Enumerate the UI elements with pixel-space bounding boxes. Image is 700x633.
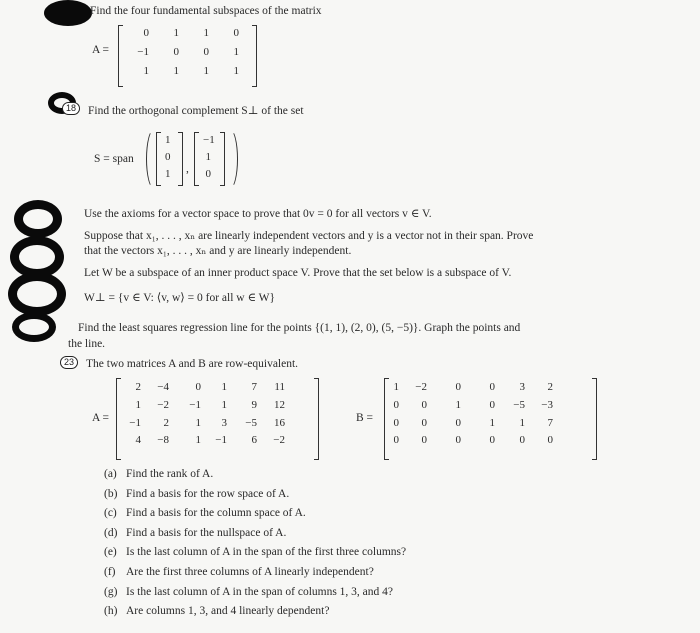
matrix-cell: 9 (251, 398, 257, 411)
matrix-cell: 0 (489, 381, 495, 393)
matrix-cell: 0 (489, 398, 495, 411)
problem-independence-line1: Suppose that x₁, . . . , xₙ are linearly independent vectors and y is a vector not in their span. Prove (84, 230, 534, 242)
matrix-23B-label: B = (356, 412, 374, 424)
problem-23-part (104, 604, 329, 618)
matrix-A-label: A = (92, 44, 110, 56)
matrix-cell: 4 (135, 434, 141, 447)
matrix-cell: −2 (157, 398, 169, 411)
matrix-cell: 0 (455, 434, 461, 447)
problem-23-part (104, 487, 289, 501)
problem-axioms-text: Use the axioms for a vector space to prove that 0v = 0 for all vectors v ∈ V. (84, 208, 432, 220)
problem-regression-line1: Find the least squares regression line for the points {(1, 1), (2, 0), (5, −5)}. Graph the points and (78, 322, 521, 334)
matrix-cell: 1 (203, 27, 209, 39)
matrix-cell: 1 (455, 398, 461, 411)
problem-23-part (104, 506, 306, 520)
matrix-cell: 0 (165, 150, 171, 163)
matrix-cell: −1 (189, 398, 201, 411)
matrix-cell: 1 (233, 45, 239, 58)
span-vector-2 (198, 134, 216, 181)
matrix-cell: −1 (203, 134, 215, 146)
problem-number-23: 23 (60, 356, 78, 369)
problem-23-part (104, 526, 286, 540)
matrix-cell: −2 (415, 381, 427, 393)
part-text: Find a basis for the column space of A. (126, 507, 306, 520)
matrix-cell: 0 (393, 434, 399, 447)
matrix-A-right-bracket (252, 25, 257, 87)
matrix-cell: 0 (143, 27, 149, 39)
problem-independence-line2: that the vectors x₁, . . . , xₙ and y are linearly independent. (84, 245, 352, 257)
matrix-cell: −3 (541, 398, 553, 411)
matrix-cell: 3 (221, 416, 227, 429)
matrix-cell: 7 (547, 416, 553, 429)
part-text: Find a basis for the nullspace of A. (126, 526, 287, 539)
ink-circle-3 (8, 272, 66, 316)
matrix-cell: 0 (421, 416, 427, 429)
span-label: S = span (94, 153, 134, 165)
part-text: Are the first three columns of A linearly independent? (126, 566, 374, 578)
span-vector-1 (160, 134, 174, 181)
matrix-cell: 0 (455, 416, 461, 429)
matrix-cell: 1 (173, 64, 179, 77)
matrix-cell: 1 (135, 398, 141, 411)
matrix-cell: −1 (129, 416, 141, 429)
matrix-23A-right-bracket (314, 378, 319, 460)
matrix-23A-label: A = (92, 412, 110, 424)
problem-23-text: The two matrices A and B are row-equivalent. (86, 358, 299, 370)
problem-subspace-line2: W⊥ = {v ∈ V: ⟨v, w⟩ = 0 for all w ∈ W} (84, 292, 276, 304)
matrix-cell: 1 (393, 381, 399, 393)
ink-blot-top (44, 0, 92, 26)
problem-regression-line2: the line. (68, 338, 106, 350)
span-comma: , (186, 163, 189, 175)
matrix-cell: 1 (489, 416, 495, 429)
part-label: (g) (104, 585, 118, 598)
matrix-cell: 3 (519, 381, 525, 393)
problem-23-part (104, 565, 374, 579)
matrix-cell: 1 (195, 434, 201, 447)
matrix-cell: 12 (274, 398, 285, 411)
matrix-cell: 1 (173, 27, 179, 39)
ink-circle-1 (14, 200, 62, 238)
problem-23-part (104, 585, 393, 599)
matrix-cell: 1 (221, 381, 227, 393)
matrix-23B (388, 381, 558, 448)
matrix-cell: 6 (251, 434, 257, 447)
matrix-cell: 1 (195, 416, 201, 429)
matrix-cell: −1 (215, 434, 227, 447)
matrix-A-left-bracket (118, 25, 123, 87)
problem-subspace-line1: Let W be a subspace of an inner product space V. Prove that the set below is a subspace of V. (84, 267, 512, 279)
matrix-cell: −5 (245, 416, 257, 429)
matrix-cell: 0 (203, 45, 209, 58)
span-right-paren (222, 129, 238, 189)
part-text: Are columns 1, 3, and 4 linearly dependent? (126, 605, 330, 618)
matrix-23B-right-bracket (592, 378, 597, 460)
matrix-cell: 2 (163, 416, 169, 429)
matrix-cell: 0 (455, 381, 461, 393)
matrix-cell: 1 (221, 398, 227, 411)
matrix-cell: 1 (165, 134, 171, 146)
part-label: (f) (104, 566, 116, 578)
part-text: Is the last column of A in the span of columns 1, 3, and 4? (126, 585, 394, 598)
matrix-cell: 0 (547, 434, 553, 447)
matrix-cell: 7 (251, 381, 257, 393)
matrix-cell: 2 (547, 381, 553, 393)
matrix-cell: 0 (195, 381, 201, 393)
part-label: (b) (104, 487, 118, 500)
part-text: Find the rank of A. (126, 468, 214, 480)
problem-23-part (104, 545, 406, 559)
matrix-cell: −5 (513, 398, 525, 411)
matrix-cell: 0 (173, 45, 179, 58)
part-text: Is the last column of A in the span of the first three columns? (126, 546, 407, 559)
matrix-cell: −2 (273, 434, 285, 447)
matrix-cell: 0 (393, 416, 399, 429)
part-label: (c) (104, 507, 117, 520)
problem-23-part (104, 467, 213, 481)
matrix-cell: 0 (393, 398, 399, 411)
matrix-cell: 0 (421, 398, 427, 411)
matrix-cell: 1 (143, 64, 149, 77)
matrix-cell: 0 (233, 27, 239, 39)
matrix-cell: 0 (205, 167, 211, 180)
part-label: (a) (104, 468, 117, 480)
problem-18-text: Find the orthogonal complement S⊥ of the set (88, 105, 304, 117)
matrix-cell: 0 (489, 434, 495, 447)
vec1-right-bracket (178, 132, 183, 186)
matrix-cell: 0 (519, 434, 525, 447)
part-text: Find a basis for the row space of A. (126, 487, 290, 500)
matrix-cell: 1 (519, 416, 525, 429)
problem-fundamental-subspaces-text: Find the four fundamental subspaces of the matrix (90, 5, 322, 17)
part-label: (d) (104, 526, 118, 539)
matrix-cell: −8 (157, 434, 169, 447)
matrix-cell: −4 (157, 381, 169, 393)
matrix-cell: 1 (233, 64, 239, 77)
matrix-cell: −1 (137, 45, 149, 58)
matrix-cell: 1 (203, 64, 209, 77)
part-label: (h) (104, 605, 118, 618)
matrix-cell: 11 (274, 381, 285, 393)
ink-circle-4 (12, 312, 56, 342)
matrix-cell: 1 (205, 150, 211, 163)
matrix-cell: 16 (274, 416, 285, 429)
matrix-cell: 0 (421, 434, 427, 447)
part-label: (e) (104, 546, 117, 559)
problem-number-18: 18 (62, 102, 80, 115)
matrix-cell: 2 (135, 381, 141, 393)
matrix-23A (120, 381, 290, 448)
matrix-cell: 1 (165, 167, 171, 180)
matrix-A-small (124, 27, 244, 78)
